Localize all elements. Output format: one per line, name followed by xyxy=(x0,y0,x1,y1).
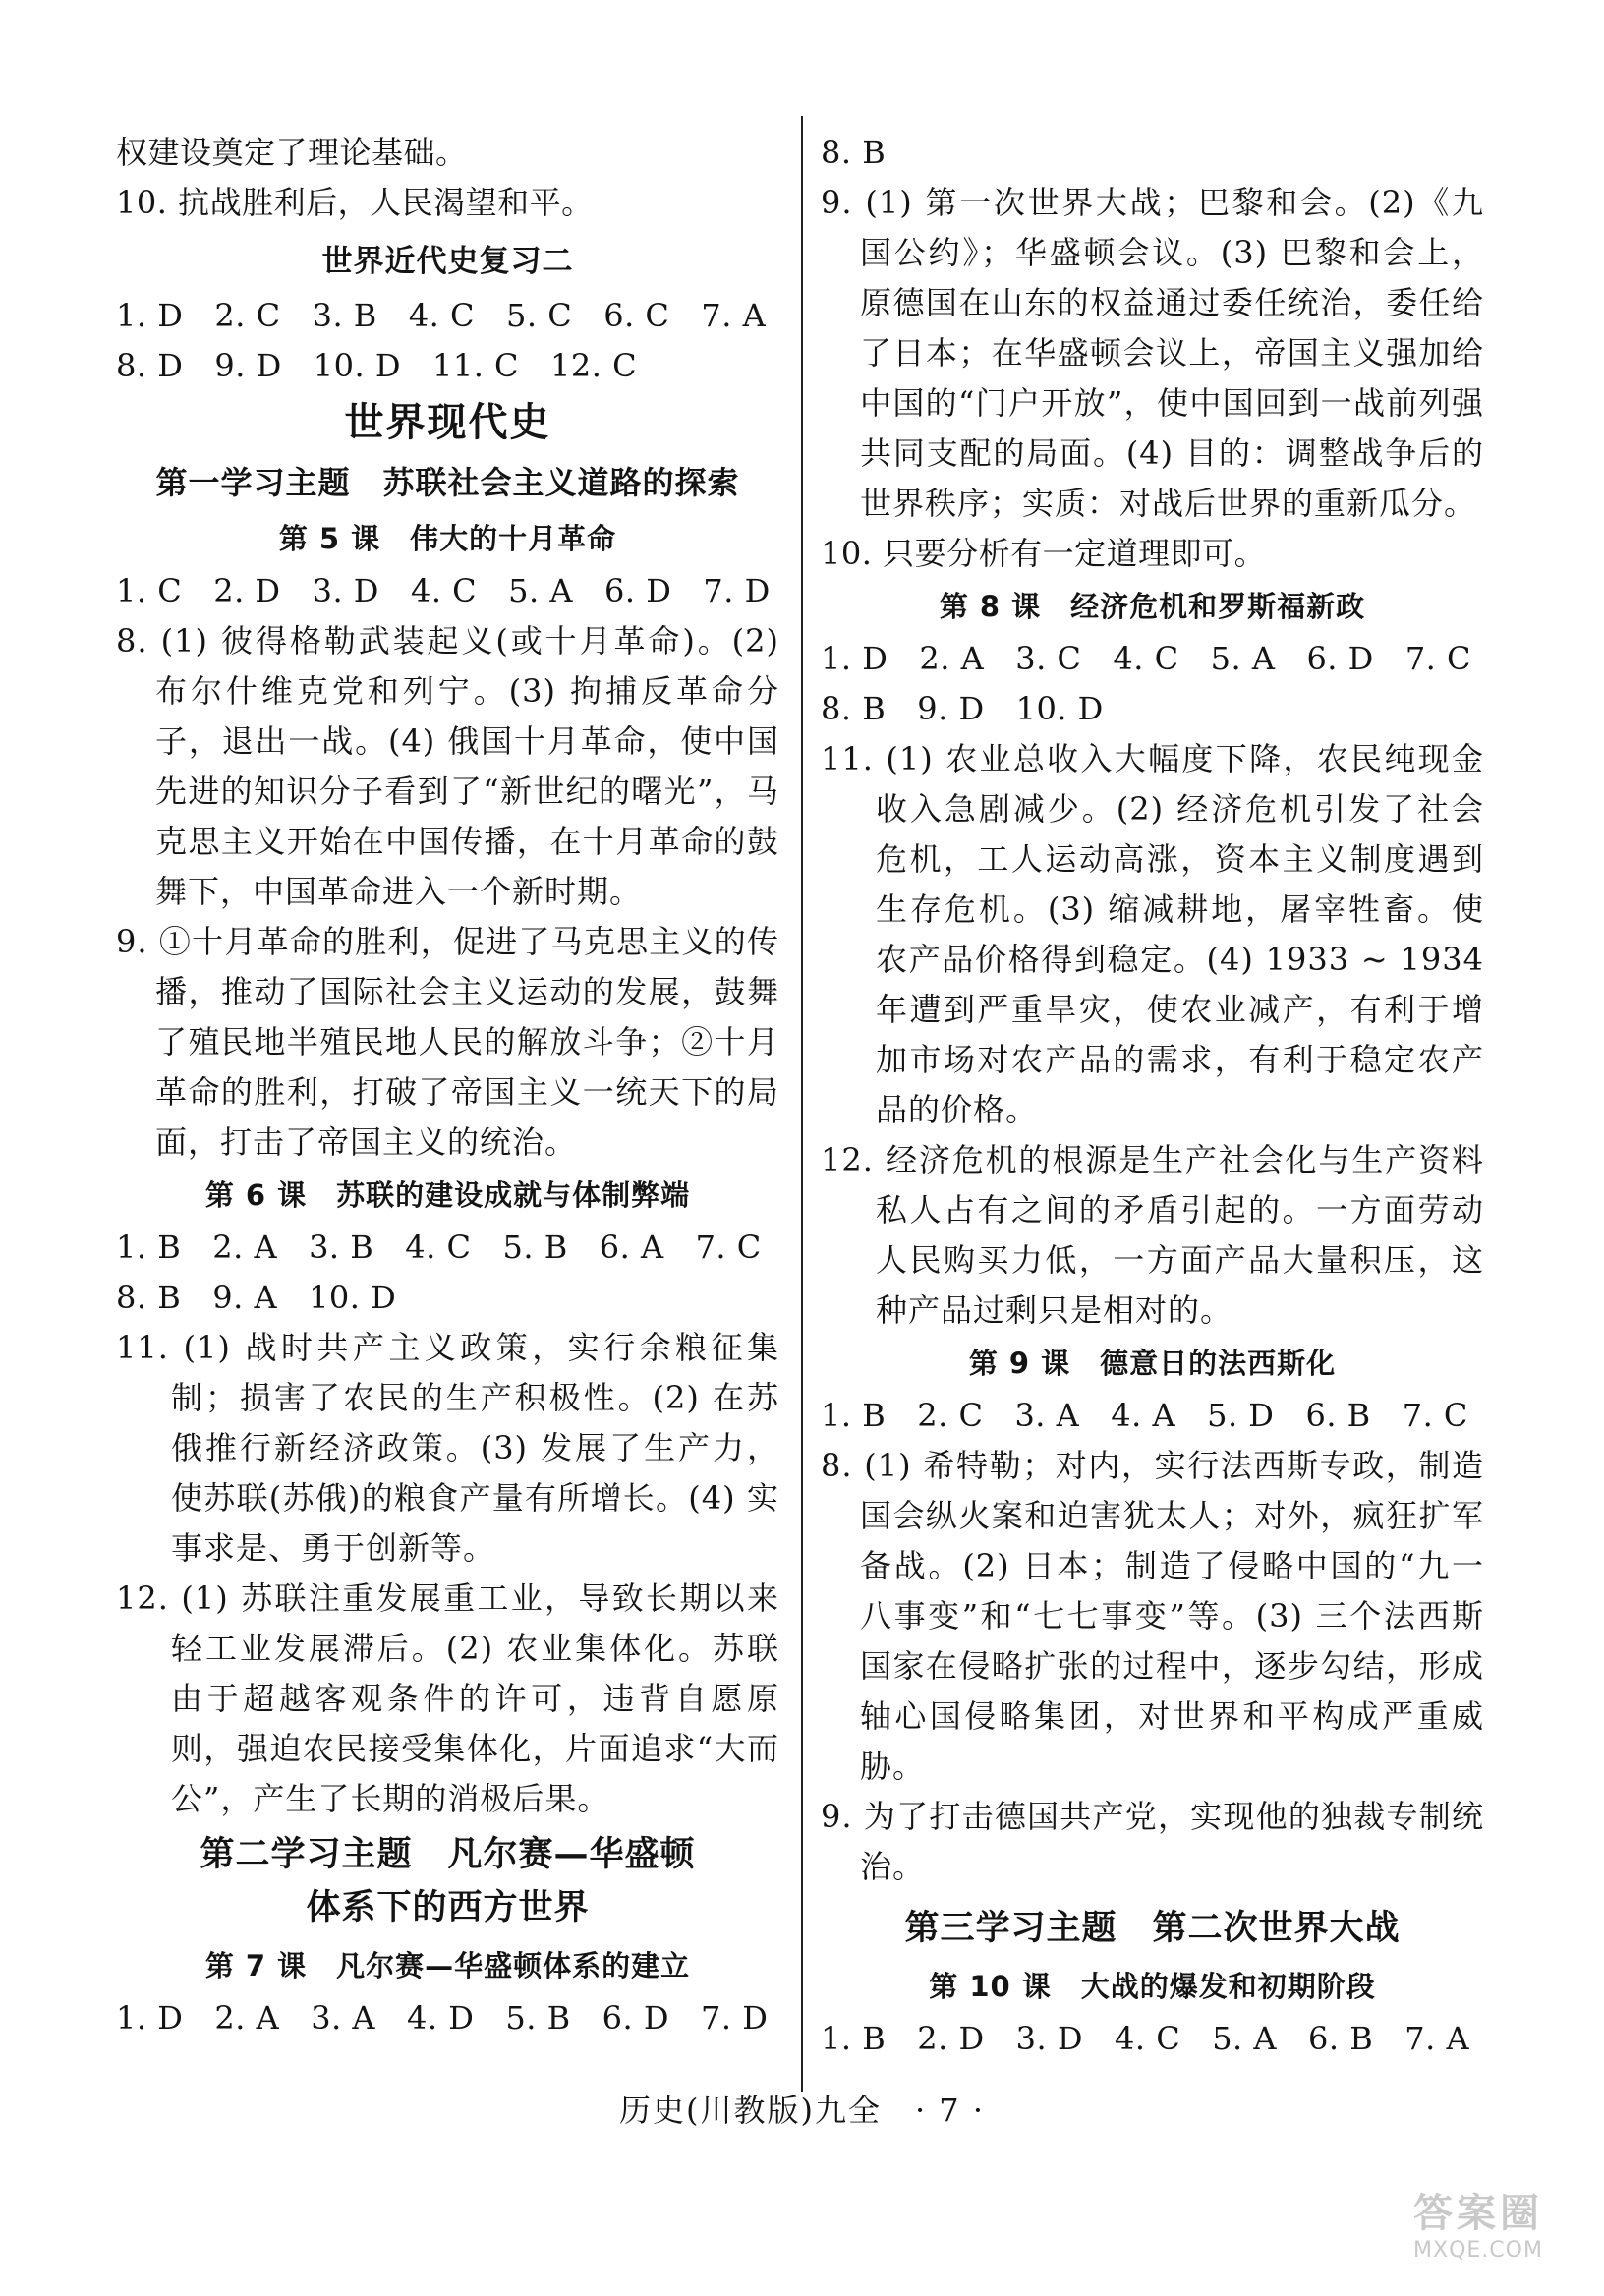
answer-row: 8. B 9. D 10. D xyxy=(821,690,1104,727)
answer-row: 8. B xyxy=(821,134,887,171)
answer-row: 1. D 2. A 3. C 4. C 5. A 6. D 7. C xyxy=(821,640,1471,677)
left-column xyxy=(116,128,779,2043)
theme-heading: 第一学习主题 苏联社会主义道路的探索 xyxy=(155,464,740,501)
watermark-url: MXQE.COM xyxy=(1413,2238,1543,2263)
answer-row: 1. C 2. D 3. D 4. C 5. A 6. D 7. D xyxy=(116,572,771,609)
watermark-text: 答案圈 xyxy=(1413,2191,1543,2236)
answer-paragraph: 12. (1) 苏联注重发展重工业，导致长期以来轻工业发展滞后。(2) 农业集体化。苏联由于超越客观条件的许可，违背自愿原则，强迫农民接受集体化，片面追求“大而公”，产生了长期的消极后果。 xyxy=(116,1579,779,1817)
lesson-heading: 第 5 课 伟大的十月革命 xyxy=(278,522,617,555)
page-footer: 历史(川教版)九全 · 7 · xyxy=(618,2092,986,2129)
lesson-heading: 第 10 课 大战的爆发和初期阶段 xyxy=(929,1970,1376,2003)
watermark-logo xyxy=(1380,2190,1576,2278)
answer-paragraph: 11. (1) 战时共产主义政策，实行余粮征集制；损害了农民的生产积极性。(2) 在苏俄推行新经济政策。(3) 发展了生产力，使苏联(苏俄)的粮食产量有所增长。(4) 实事求是、勇于创新等。 xyxy=(116,1329,779,1567)
lesson-heading: 第 9 课 德意日的法西斯化 xyxy=(968,1347,1337,1380)
theme-heading: 第三学习主题 第二次世界大战 xyxy=(904,1909,1401,1948)
answer-paragraph: 9. (1) 第一次世界大战；巴黎和会。(2)《九国公约》；华盛顿会议。(3) 巴黎和会上，原德国在山东的权益通过委任统治，委任给了日本；在华盛顿会议上，帝国主义强加给中国的“门户开放”，使中国回到一战前列强共同支配的局面。(4) 目的：调整战争后的世界秩序；实质：对战后世界的重新瓜分。 xyxy=(821,184,1484,522)
column-divider xyxy=(801,116,803,2092)
answer-paragraph: 8. (1) 希特勒；对内，实行法西斯专政，制造国会纵火案和迫害犹太人；对外，疯狂扩军备战。(2) 日本；制造了侵略中国的“九一八事变”和“七七事变”等。(3) 三个法西斯国家在侵略扩张的过程中，逐步勾结，形成轴心国侵略集团，对世界和平构成严重威胁。 xyxy=(821,1447,1484,1785)
answer-paragraph: 12. 经济危机的根源是生产社会化与生产资料私人占有之间的矛盾引起的。一方面劳动人民购买力低，一方面产品大量积压，这种产品过剩只是相对的。 xyxy=(821,1141,1484,1329)
theme-heading: 体系下的西方世界 xyxy=(306,1888,590,1927)
answer-row: 8. D 9. D 10. D 11. C 12. C xyxy=(116,347,638,384)
answer-paragraph: 9. ①十月革命的胜利，促进了马克思主义的传播，推动了国际社会主义运动的发展，鼓舞了殖民地半殖民地人民的解放斗争；②十月革命的胜利，打破了帝国主义一统天下的局面，打击了帝国主义的统治。 xyxy=(116,923,779,1161)
text-line: 权建设奠定了理论基础。 xyxy=(116,134,468,171)
answer-paragraph: 10. 只要分析有一定道理即可。 xyxy=(821,535,1267,572)
answer-row: 1. D 2. C 3. B 4. C 5. C 6. C 7. A xyxy=(116,297,767,334)
text-line: 10. 抗战胜利后，人民渴望和平。 xyxy=(116,184,594,221)
section-heading: 世界近代史复习二 xyxy=(321,244,574,279)
right-column xyxy=(821,128,1484,2064)
lesson-heading: 第 8 课 经济危机和罗斯福新政 xyxy=(939,590,1366,623)
answer-paragraph: 8. (1) 彼得格勒武装起义(或十月革命)。(2) 布尔什维克党和列宁。(3) 拘捕反革命分子，退出一战。(4) 俄国十月革命，使中国先进的知识分子看到了“新世纪的曙光”，马克思主义开始在中国传播，在十月革命的鼓舞下，中国革命进入一个新时期。 xyxy=(116,622,779,910)
answer-row: 1. B 2. D 3. D 4. C 5. A 6. B 7. A xyxy=(821,2020,1470,2057)
lesson-heading: 第 7 课 凡尔赛—华盛顿体系的建立 xyxy=(204,1949,691,1982)
part-title: 世界现代史 xyxy=(344,400,551,445)
answer-row: 1. B 2. A 3. B 4. C 5. B 6. A 7. C xyxy=(116,1229,762,1266)
answer-row: 1. D 2. A 3. A 4. D 5. B 6. D 7. D xyxy=(116,1999,769,2037)
answer-row: 8. B 9. A 10. D xyxy=(116,1279,397,1316)
answer-paragraph: 11. (1) 农业总收入大幅度下降，农民纯现金收入急剧减少。(2) 经济危机引发了社会危机，工人运动高涨，资本主义制度遇到生存危机。(3) 缩减耕地，屠宰牲畜。使农产品价格得到稳定。(4) 1933 ~ 1934 年遭到严重旱灾，使农业减产，有利于增加市场对农产品的需求，有利于稳定农产品的价格。 xyxy=(821,740,1484,1128)
theme-heading: 第二学习主题 凡尔赛—华盛顿 xyxy=(200,1835,696,1874)
answer-paragraph: 9. 为了打击德国共产党，实现他的独裁专制统治。 xyxy=(821,1798,1484,1885)
lesson-heading: 第 6 课 苏联的建设成就与体制弊端 xyxy=(204,1178,691,1212)
answer-row: 1. B 2. C 3. A 4. A 5. D 6. B 7. C xyxy=(821,1397,1468,1434)
